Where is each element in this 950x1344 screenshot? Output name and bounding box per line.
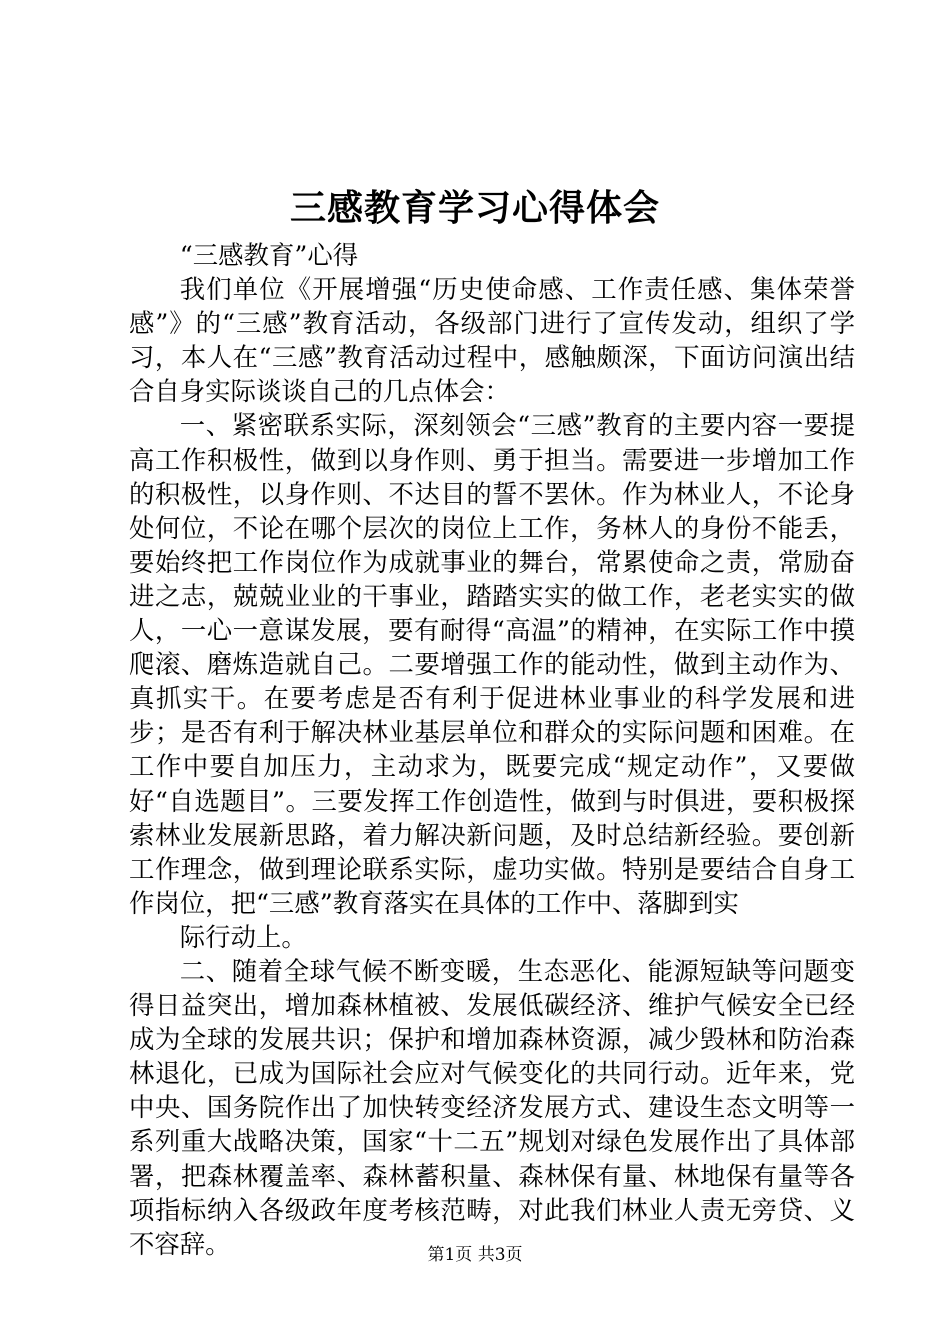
document-body [129,238,855,1261]
paragraph-point-one-end: 际行动上。 [179,921,307,952]
document-title: 三感教育学习心得体会 [289,187,660,229]
paragraph-subtitle: “三感教育”心得 [179,240,359,270]
paragraph-point-one: 一、紧密联系实际，深刻领会“三感”教育的主要内容一要提高工作积极性，做到以身作则、勇于担当。需要进一步增加工作的积极性，以身作则、不达目的誓不罢休。作为林业人，不论身处何位，不论在哪个层次的岗位上工作，务林人的身份不能丢，要始终把工作岗位作为成就事业的舞台，常累使命之责，常励奋进之志，兢兢业业的干事业，踏踏实实的做工作，老老实实的做人，一心一意谋发展，要有耐得“高温”的精神，在实际工作中摸爬滚、磨炼造就自己。二要增强工作的能动性，做到主动作为、真抓实干。在要考虑是否有利于促进林业事业的科学发展和进步；是否有利于解决林业基层单位和群众的实际问题和困难。在工作中要自加压力，主动求为，既要完成“规定动作”，又要做好“自选题目”。三要发挥工作创造性，做到与时俱进，要积极探索林业发展新思路，着力解决新问题，及时总结新经验。要创新工作理念，做到理论联系实际，虚功实做。特别是要结合自身工作岗位，把“三感”教育落实在具体的工作中、落脚到实 [129,410,855,918]
page-number-footer: 第1页 共3页 [427,1245,523,1265]
paragraph-intro: 我们单位《开展增强“历史使命感、工作责任感、集体荣誉感”》的“三感”教育活动，各级部门进行了宣传发动，组织了学习，本人在“三感”教育活动过程中，感触颇深，下面访问演出结合自身实际谈谈自己的几点体会： [129,274,855,407]
paragraph-point-two: 二、随着全球气候不断变暖，生态恶化、能源短缺等问题变得日益突出，增加森林植被、发展低碳经济、维护气候安全已经成为全球的发展共识；保护和增加森林资源，减少毁林和防治森林退化，已成为国际社会应对气候变化的共同行动。近年来，党中央、国务院作出了加快转变经济发展方式、建设生态文明等一系列重大战略决策，国家“十二五”规划对绿色发展作出了具体部署，把森林覆盖率、森林蓄积量、森林保有量、林地保有量等各项指标纳入各级政年度考核范畴，对此我们林业人责无旁贷、义不容辞。 [129,955,855,1259]
